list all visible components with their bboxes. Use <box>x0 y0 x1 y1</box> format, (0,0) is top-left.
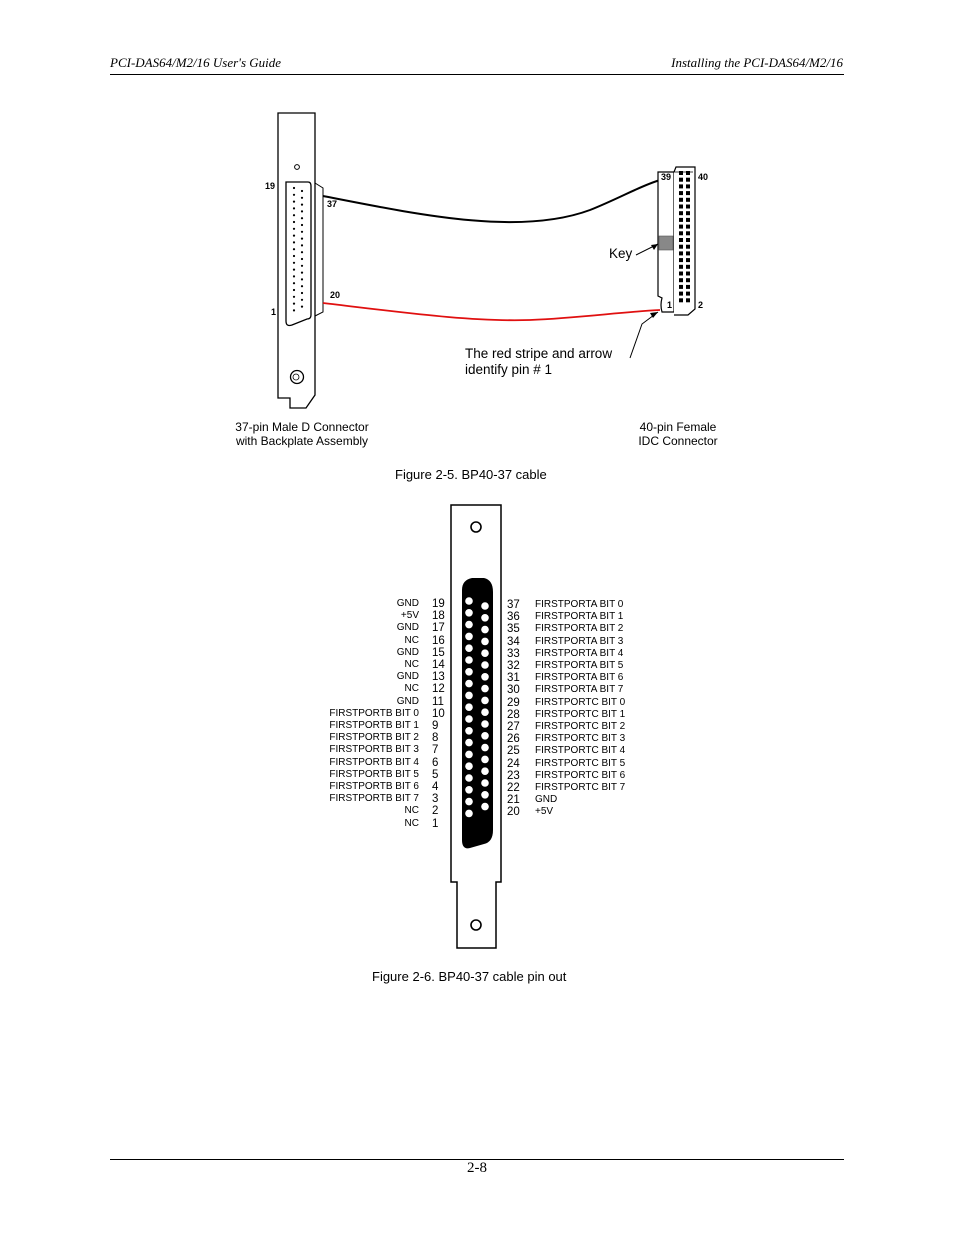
pin-row <box>0 794 954 806</box>
pin-signal-name: GND <box>535 794 558 806</box>
pin-signal-name: +5V <box>535 806 554 818</box>
pin-signal-name: FIRSTPORTA BIT 5 <box>535 660 624 671</box>
pin-signal-name: NC <box>404 634 419 646</box>
idc-pin <box>679 292 683 296</box>
d-pin <box>293 248 295 250</box>
idc-pin <box>679 298 683 302</box>
pin-signal-name: FIRSTPORTC BIT 3 <box>535 733 626 745</box>
idc-pin <box>686 184 690 188</box>
pin-signal-name: GND <box>396 598 419 609</box>
pin-number: 37 <box>507 599 520 611</box>
pin1-arrow <box>630 312 658 358</box>
idc-pin <box>679 218 683 222</box>
header-section-title: Installing the PCI-DAS64/M2/16 <box>671 55 843 70</box>
black-wire <box>323 180 660 222</box>
pin-signal-name: FIRSTPORTB BIT 1 <box>329 720 419 731</box>
pin-row <box>0 770 954 782</box>
pin-signal-name: NC <box>404 659 419 670</box>
idc-pin <box>686 191 690 195</box>
idc-pin <box>679 178 683 182</box>
pin-number: 14 <box>432 659 445 671</box>
idc-pin <box>686 278 690 282</box>
pin-number: 27 <box>507 721 520 733</box>
pin-signal-name: FIRSTPORTB BIT 5 <box>329 768 419 780</box>
idc-pin <box>679 251 683 255</box>
d-pin <box>293 275 295 277</box>
d-pin <box>293 214 295 216</box>
d-pin <box>301 197 303 199</box>
idc-pin <box>679 184 683 188</box>
d-pin <box>293 241 295 243</box>
pin1-note: The red stripe and arrow identify pin # 1 <box>465 346 613 377</box>
pin-number: 24 <box>507 757 520 770</box>
idc-pin <box>686 205 690 209</box>
pin-row <box>0 648 954 660</box>
d-pin <box>293 221 295 223</box>
pin-number: 26 <box>507 733 520 746</box>
page-number: 2-8 <box>467 1160 487 1176</box>
d-pin <box>293 262 295 264</box>
d-pin <box>301 217 303 219</box>
pin-row <box>0 684 954 696</box>
pin-signal-name: NC <box>404 817 419 829</box>
d-pin <box>293 303 295 305</box>
pin-number: 1 <box>432 817 439 830</box>
pin-signal-name: FIRSTPORTA BIT 4 <box>535 647 624 659</box>
pin-number: 28 <box>507 708 520 721</box>
key-label: Key <box>609 246 633 261</box>
header-guide-title: PCI-DAS64/M2/16 User's Guide <box>110 55 282 70</box>
idc-key <box>659 236 673 250</box>
pin-number: 34 <box>507 635 520 648</box>
pin-row <box>0 611 954 623</box>
pin-number: 19 <box>432 598 445 610</box>
pin-signal-name: FIRSTPORTC BIT 0 <box>535 696 626 708</box>
pin-signal-name: FIRSTPORTB BIT 2 <box>329 732 419 744</box>
idc-pin <box>679 265 683 269</box>
idc-pin <box>679 211 683 215</box>
idc-pin <box>686 272 690 276</box>
pin-signal-name: FIRSTPORTC BIT 4 <box>535 745 626 757</box>
idc-pin <box>686 171 690 175</box>
d-pin <box>301 258 303 260</box>
d-pin <box>293 207 295 209</box>
pin-row <box>0 721 954 733</box>
idc-label-1: 1 <box>667 300 673 310</box>
d-pin <box>293 187 295 189</box>
pin-number: 18 <box>432 610 445 623</box>
idc-pin <box>679 258 683 262</box>
pin-number: 22 <box>507 782 520 794</box>
d-pin <box>293 289 295 291</box>
pin-row <box>0 697 954 709</box>
pin-signal-name: FIRSTPORTB BIT 6 <box>329 781 419 792</box>
idc-pin <box>679 245 683 249</box>
d-pin <box>301 306 303 308</box>
pin-number: 6 <box>432 756 439 769</box>
pin-number: 20 <box>507 806 520 819</box>
pin-label-20: 20 <box>330 290 341 300</box>
idc-pin <box>686 258 690 262</box>
pin-row <box>0 745 954 757</box>
pin-number: 33 <box>507 647 520 660</box>
figure-2-6-caption: Figure 2-6. BP40-37 cable pin out <box>372 969 567 984</box>
pin-number: 32 <box>507 660 520 672</box>
pin-label-37: 37 <box>327 199 338 209</box>
idc-pin <box>686 178 690 182</box>
pin-row <box>0 636 954 648</box>
d-pin <box>301 224 303 226</box>
idc-pin <box>686 245 690 249</box>
idc-pin <box>679 285 683 289</box>
idc-label-39: 39 <box>661 172 672 182</box>
pin-signal-name: NC <box>404 683 419 695</box>
idc-pin <box>686 285 690 289</box>
pin-number: 13 <box>432 671 445 684</box>
d-pin <box>301 292 303 294</box>
idc-pin <box>679 171 683 175</box>
idc-pin <box>686 225 690 229</box>
idc-label-2: 2 <box>698 300 704 310</box>
pin-number: 2 <box>432 805 439 818</box>
pin-signal-name: FIRSTPORTC BIT 5 <box>535 757 626 769</box>
pin-number: 4 <box>432 781 439 793</box>
pin-number: 23 <box>507 769 520 782</box>
idc-pin <box>686 238 690 242</box>
idc-pin <box>686 292 690 296</box>
d-pin <box>293 269 295 271</box>
pin-label-1: 1 <box>271 307 277 317</box>
pin-signal-name: FIRSTPORTB BIT 3 <box>329 744 419 756</box>
pin-signal-name: FIRSTPORTC BIT 2 <box>535 721 626 732</box>
female-connector-label: 40-pin Female IDC Connector <box>638 420 718 448</box>
pin-number: 21 <box>507 794 520 807</box>
pin-number: 36 <box>507 611 520 624</box>
pin-row <box>0 709 954 721</box>
idc-pin <box>686 251 690 255</box>
pin-row <box>0 660 954 672</box>
idc-pin <box>679 278 683 282</box>
d-pin <box>293 228 295 230</box>
pin-signal-name: +5V <box>400 610 419 622</box>
pin-number: 7 <box>432 744 439 757</box>
pin-signal-name: FIRSTPORTC BIT 1 <box>535 708 626 720</box>
pin-signal-name: FIRSTPORTB BIT 4 <box>329 756 419 768</box>
pin-signal-name: FIRSTPORTB BIT 0 <box>329 707 419 719</box>
d-pin <box>301 272 303 274</box>
d-pin <box>301 210 303 212</box>
pin-number: 5 <box>432 768 439 781</box>
idc-pin <box>679 198 683 202</box>
pin-signal-name: FIRSTPORTA BIT 1 <box>535 611 624 623</box>
idc-pin <box>686 211 690 215</box>
idc-pin <box>679 231 683 235</box>
idc-pin <box>679 238 683 242</box>
idc-pin <box>686 218 690 222</box>
idc-pin <box>679 191 683 195</box>
pin-number: 10 <box>432 707 445 720</box>
pin-row <box>0 806 954 818</box>
idc-label-40: 40 <box>698 172 709 182</box>
d-pin <box>301 285 303 287</box>
figure-2-5-caption: Figure 2-5. BP40-37 cable <box>395 467 547 482</box>
pin-row <box>0 623 954 635</box>
pin-signal-name: NC <box>404 805 419 817</box>
d-pin <box>301 231 303 233</box>
pin-signal-name: GND <box>396 695 419 707</box>
pin-row <box>0 818 954 830</box>
pin-row <box>0 733 954 745</box>
pin-signal-name: FIRSTPORTA BIT 2 <box>535 623 624 635</box>
pin-number: 11 <box>432 695 444 708</box>
d-pin <box>293 296 295 298</box>
d-pin <box>293 235 295 237</box>
pin-number: 12 <box>432 683 445 696</box>
pin-number: 3 <box>432 793 439 806</box>
d-pin <box>301 244 303 246</box>
pin-number: 31 <box>507 672 520 685</box>
d-pin <box>301 204 303 206</box>
pin-row <box>0 758 954 770</box>
pin-number: 16 <box>432 634 445 647</box>
pin-number: 35 <box>507 623 520 636</box>
d-pin <box>293 194 295 196</box>
pin-number: 9 <box>432 720 439 732</box>
pin-signal-name: FIRSTPORTA BIT 0 <box>535 599 624 610</box>
pin-signal-name: FIRSTPORTA BIT 7 <box>535 684 624 696</box>
pin-signal-name: FIRSTPORTA BIT 3 <box>535 635 624 647</box>
pin-number: 15 <box>432 646 445 659</box>
idc-pin <box>686 231 690 235</box>
pin-row <box>0 782 954 794</box>
idc-pin <box>679 205 683 209</box>
pin-signal-name: FIRSTPORTB BIT 7 <box>329 793 419 805</box>
pin-label-19: 19 <box>265 181 276 191</box>
pin-number: 25 <box>507 745 520 758</box>
pin-signal-name: GND <box>396 622 419 634</box>
pin-signal-name: FIRSTPORTC BIT 6 <box>535 769 626 781</box>
d-pin <box>301 238 303 240</box>
d-pin <box>293 255 295 257</box>
pin-row <box>0 672 954 684</box>
red-wire <box>323 303 660 320</box>
pin-number: 30 <box>507 684 520 697</box>
pin-row <box>0 599 954 611</box>
d-pin <box>301 190 303 192</box>
idc-pin <box>679 272 683 276</box>
pin-number: 17 <box>432 622 445 635</box>
idc-pin <box>686 198 690 202</box>
d-pin <box>301 278 303 280</box>
pin-number: 8 <box>432 732 439 745</box>
pin-signal-name: FIRSTPORTC BIT 7 <box>535 782 626 793</box>
d-pin <box>293 282 295 284</box>
d-pin <box>293 201 295 203</box>
idc-pin <box>686 298 690 302</box>
d-connector-shell <box>286 182 311 326</box>
pin-signal-name: FIRSTPORTA BIT 6 <box>535 672 624 684</box>
idc-pin <box>686 265 690 269</box>
d-pin <box>293 309 295 311</box>
d-pin <box>301 265 303 267</box>
pin-signal-name: GND <box>396 646 419 658</box>
idc-pin <box>679 225 683 229</box>
d-pin <box>301 251 303 253</box>
backplate-flange <box>315 183 323 316</box>
d-pin <box>301 299 303 301</box>
pin-signal-name: GND <box>396 671 419 683</box>
pin-number: 29 <box>507 696 520 709</box>
male-connector-label: 37-pin Male D Connector with Backplate Assembly <box>235 420 369 448</box>
